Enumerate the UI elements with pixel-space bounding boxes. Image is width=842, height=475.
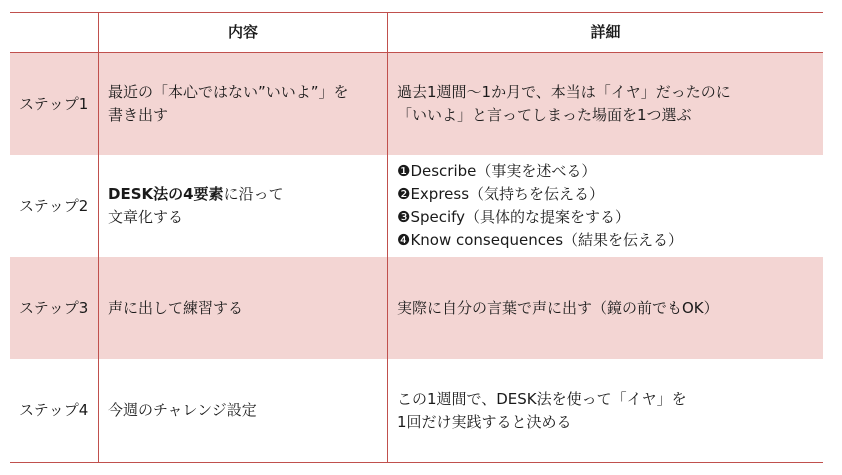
table-row-step3 [10, 257, 823, 359]
step-label: ステップ4 [10, 359, 99, 462]
detail-line: 「いいよ」と言ってしまった場面を1つ選ぶ [397, 106, 692, 124]
steps-table [10, 12, 823, 463]
step-detail [388, 155, 823, 257]
detail-line: ❷Express（気持ちを伝える） [397, 185, 605, 203]
detail-line: ❶Describe（事実を述べる） [397, 162, 597, 180]
step-content [99, 257, 388, 359]
content-line: 文章化する [108, 208, 184, 226]
step-label: ステップ3 [10, 257, 99, 359]
detail-line: ❹Know consequences（結果を伝える） [397, 231, 684, 249]
step-detail [388, 359, 823, 462]
detail-line: この1週間で、DESK法を使って「イヤ」を [397, 389, 687, 408]
content-line: 声に出して練習する [108, 298, 244, 317]
step-content [99, 53, 388, 155]
step-content [99, 155, 388, 257]
step-label: ステップ1 [10, 53, 99, 155]
table-row-step2 [10, 155, 823, 257]
detail-line: 1回だけ実践すると決める [397, 412, 572, 431]
content-line: 書き出す [108, 106, 169, 124]
step-detail [388, 257, 823, 359]
header-detail: 詳細 [590, 23, 621, 41]
table-row-step4 [10, 359, 823, 462]
content-line: 最近の「本心ではない”いいよ”」を [108, 83, 349, 101]
content-line: 今週のチャレンジ設定 [108, 401, 257, 419]
content-rest: に沿って [223, 185, 284, 203]
content-line [108, 183, 378, 206]
detail-line: 過去1週間～1か月で、本当は「イヤ」だったのに [397, 83, 731, 101]
table-header [10, 13, 823, 53]
step-label: ステップ2 [10, 155, 99, 257]
header-content: 内容 [99, 13, 388, 52]
content-bold: DESK法の4要素 [108, 185, 224, 203]
table-row-step1 [10, 53, 823, 155]
detail-line: 実際に自分の言葉で声に出す（鏡の前でもOK） [397, 298, 719, 317]
step-content [99, 359, 388, 462]
header-step [10, 13, 99, 52]
detail-line: ❸Specify（具体的な提案をする） [397, 208, 631, 226]
step-detail [388, 53, 823, 155]
